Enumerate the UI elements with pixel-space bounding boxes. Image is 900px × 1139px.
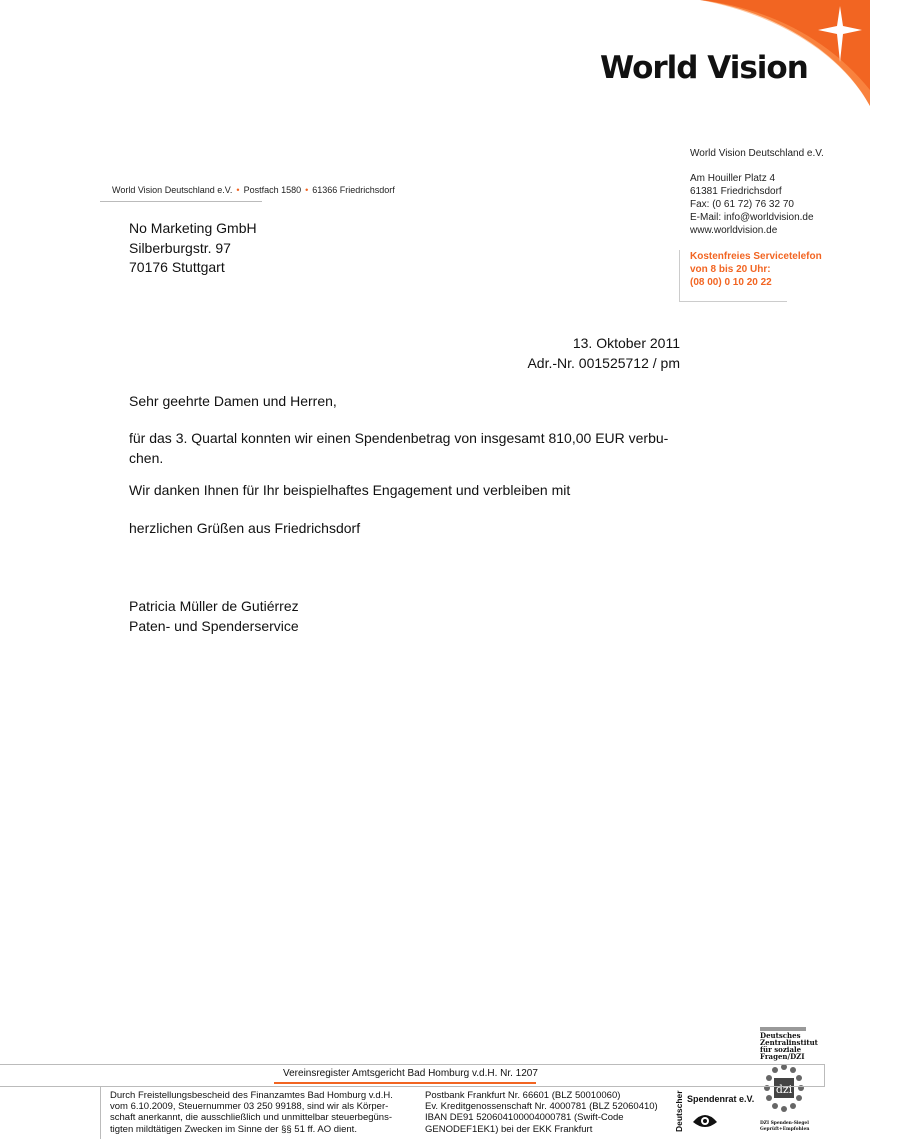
dzi-line: für soziale — [760, 1045, 802, 1054]
signer-title: Paten- und Spenderservice — [129, 618, 299, 634]
service-line-2: von 8 bis 20 Uhr: — [690, 264, 771, 275]
dzi-seal-text: dzi — [775, 1083, 793, 1096]
body-paragraph-1 — [129, 428, 689, 468]
closing: herzlichen Grüßen aus Friedrichsdorf — [129, 520, 361, 536]
footer-tax-notice — [110, 1090, 393, 1135]
tax-line: schaft anerkannt, die ausschließlich und unmittelbar steuerbegüns- — [110, 1112, 392, 1124]
contact-org: World Vision Deutschland e.V. — [690, 148, 824, 159]
contact-web[interactable]: www.worldvision.de — [690, 225, 778, 236]
contact-street: Am Houiller Platz 4 — [690, 173, 776, 184]
body-1-line-1: für das 3. Quartal konnten wir einen Spendenbetrag von insgesamt 810,00 EUR verbu- — [129, 430, 669, 446]
recipient-name: No Marketing GmbH — [129, 220, 257, 236]
recipient-city: 70176 Stuttgart — [129, 259, 225, 275]
spendenrat-logo — [674, 1090, 755, 1135]
signer-name: Patricia Müller de Gutiérrez — [129, 598, 299, 614]
dzi-caption: Geprüft+Empfohlen — [760, 1127, 810, 1132]
bank-line: GENODEF1EK1) bei der EKK Frankfurt — [425, 1123, 593, 1135]
service-divider-horizontal — [679, 301, 787, 302]
contact-fax: Fax: (0 61 72) 76 32 70 — [690, 199, 794, 210]
spendenrat-name: Spendenrat e.V. — [687, 1094, 755, 1104]
dzi-line: Deutsches — [760, 1031, 801, 1040]
service-hotline — [690, 250, 822, 289]
salutation: Sehr geehrte Damen und Herren, — [129, 393, 337, 409]
sender-city: 61366 Friedrichsdorf — [312, 185, 395, 195]
bank-line: Ev. Kreditgenossenschaft Nr. 4000781 (BLZ 52060410) — [425, 1101, 658, 1113]
footer-register: Vereinsregister Amtsgericht Bad Homburg v.d.H. Nr. 1207 — [283, 1068, 538, 1079]
tax-line: vom 6.10.2009, Steuernummer 03 250 99188, sind wir als Körper- — [110, 1101, 389, 1113]
date-block — [480, 333, 680, 373]
reference-number: Adr.-Nr. 001525712 / pm — [527, 355, 680, 371]
footer-accent-line — [274, 1082, 536, 1084]
sender-divider — [100, 201, 262, 202]
service-divider-vertical — [679, 250, 680, 302]
sender-org: World Vision Deutschland e.V. — [112, 185, 233, 195]
spendenrat-vertical: Deutscher — [674, 1090, 684, 1132]
contact-email[interactable]: E-Mail: info@worldvision.de — [690, 212, 814, 223]
bank-line: Postbank Frankfurt Nr. 66601 (BLZ 50010060) — [425, 1090, 621, 1101]
service-line-1: Kostenfreies Servicetelefon — [690, 251, 822, 262]
body-1-line-2: chen. — [129, 450, 164, 466]
bullet-icon: • — [236, 185, 240, 195]
body-paragraph-2: Wir danken Ihnen für Ihr beispielhaftes Engagement und verbleiben mit — [129, 482, 571, 498]
footer-divider — [100, 1086, 101, 1139]
bullet-icon: • — [305, 185, 309, 195]
dzi-line: Zentralinstitut — [760, 1038, 818, 1047]
tax-line: Durch Freistellungsbescheid des Finanzamtes Bad Homburg v.d.H. — [110, 1090, 393, 1101]
letter-date: 13. Oktober 2011 — [572, 335, 680, 351]
tax-line: tigten mildtätigen Zwecken im Sinne der §§ 51 ff. AO dient. — [110, 1123, 357, 1135]
dzi-line: Fragen/DZI — [760, 1052, 805, 1061]
footer-bank-details — [425, 1090, 658, 1135]
recipient-street: Silberburgstr. 97 — [129, 239, 231, 256]
contact-city: 61381 Friedrichsdorf — [690, 186, 782, 197]
sender-line — [112, 185, 395, 195]
signature-block — [129, 596, 689, 636]
recipient-address — [129, 219, 257, 278]
sender-postbox: Postfach 1580 — [243, 185, 302, 195]
service-phone[interactable]: (08 00) 0 10 20 22 — [690, 277, 772, 288]
dzi-caption: DZI Spenden-Siegel — [760, 1121, 809, 1126]
world-vision-logo[interactable]: World Vision — [600, 50, 808, 86]
bank-line: IBAN DE91 520604100004000781 (Swift-Code — [425, 1112, 624, 1124]
contact-address — [690, 172, 814, 237]
